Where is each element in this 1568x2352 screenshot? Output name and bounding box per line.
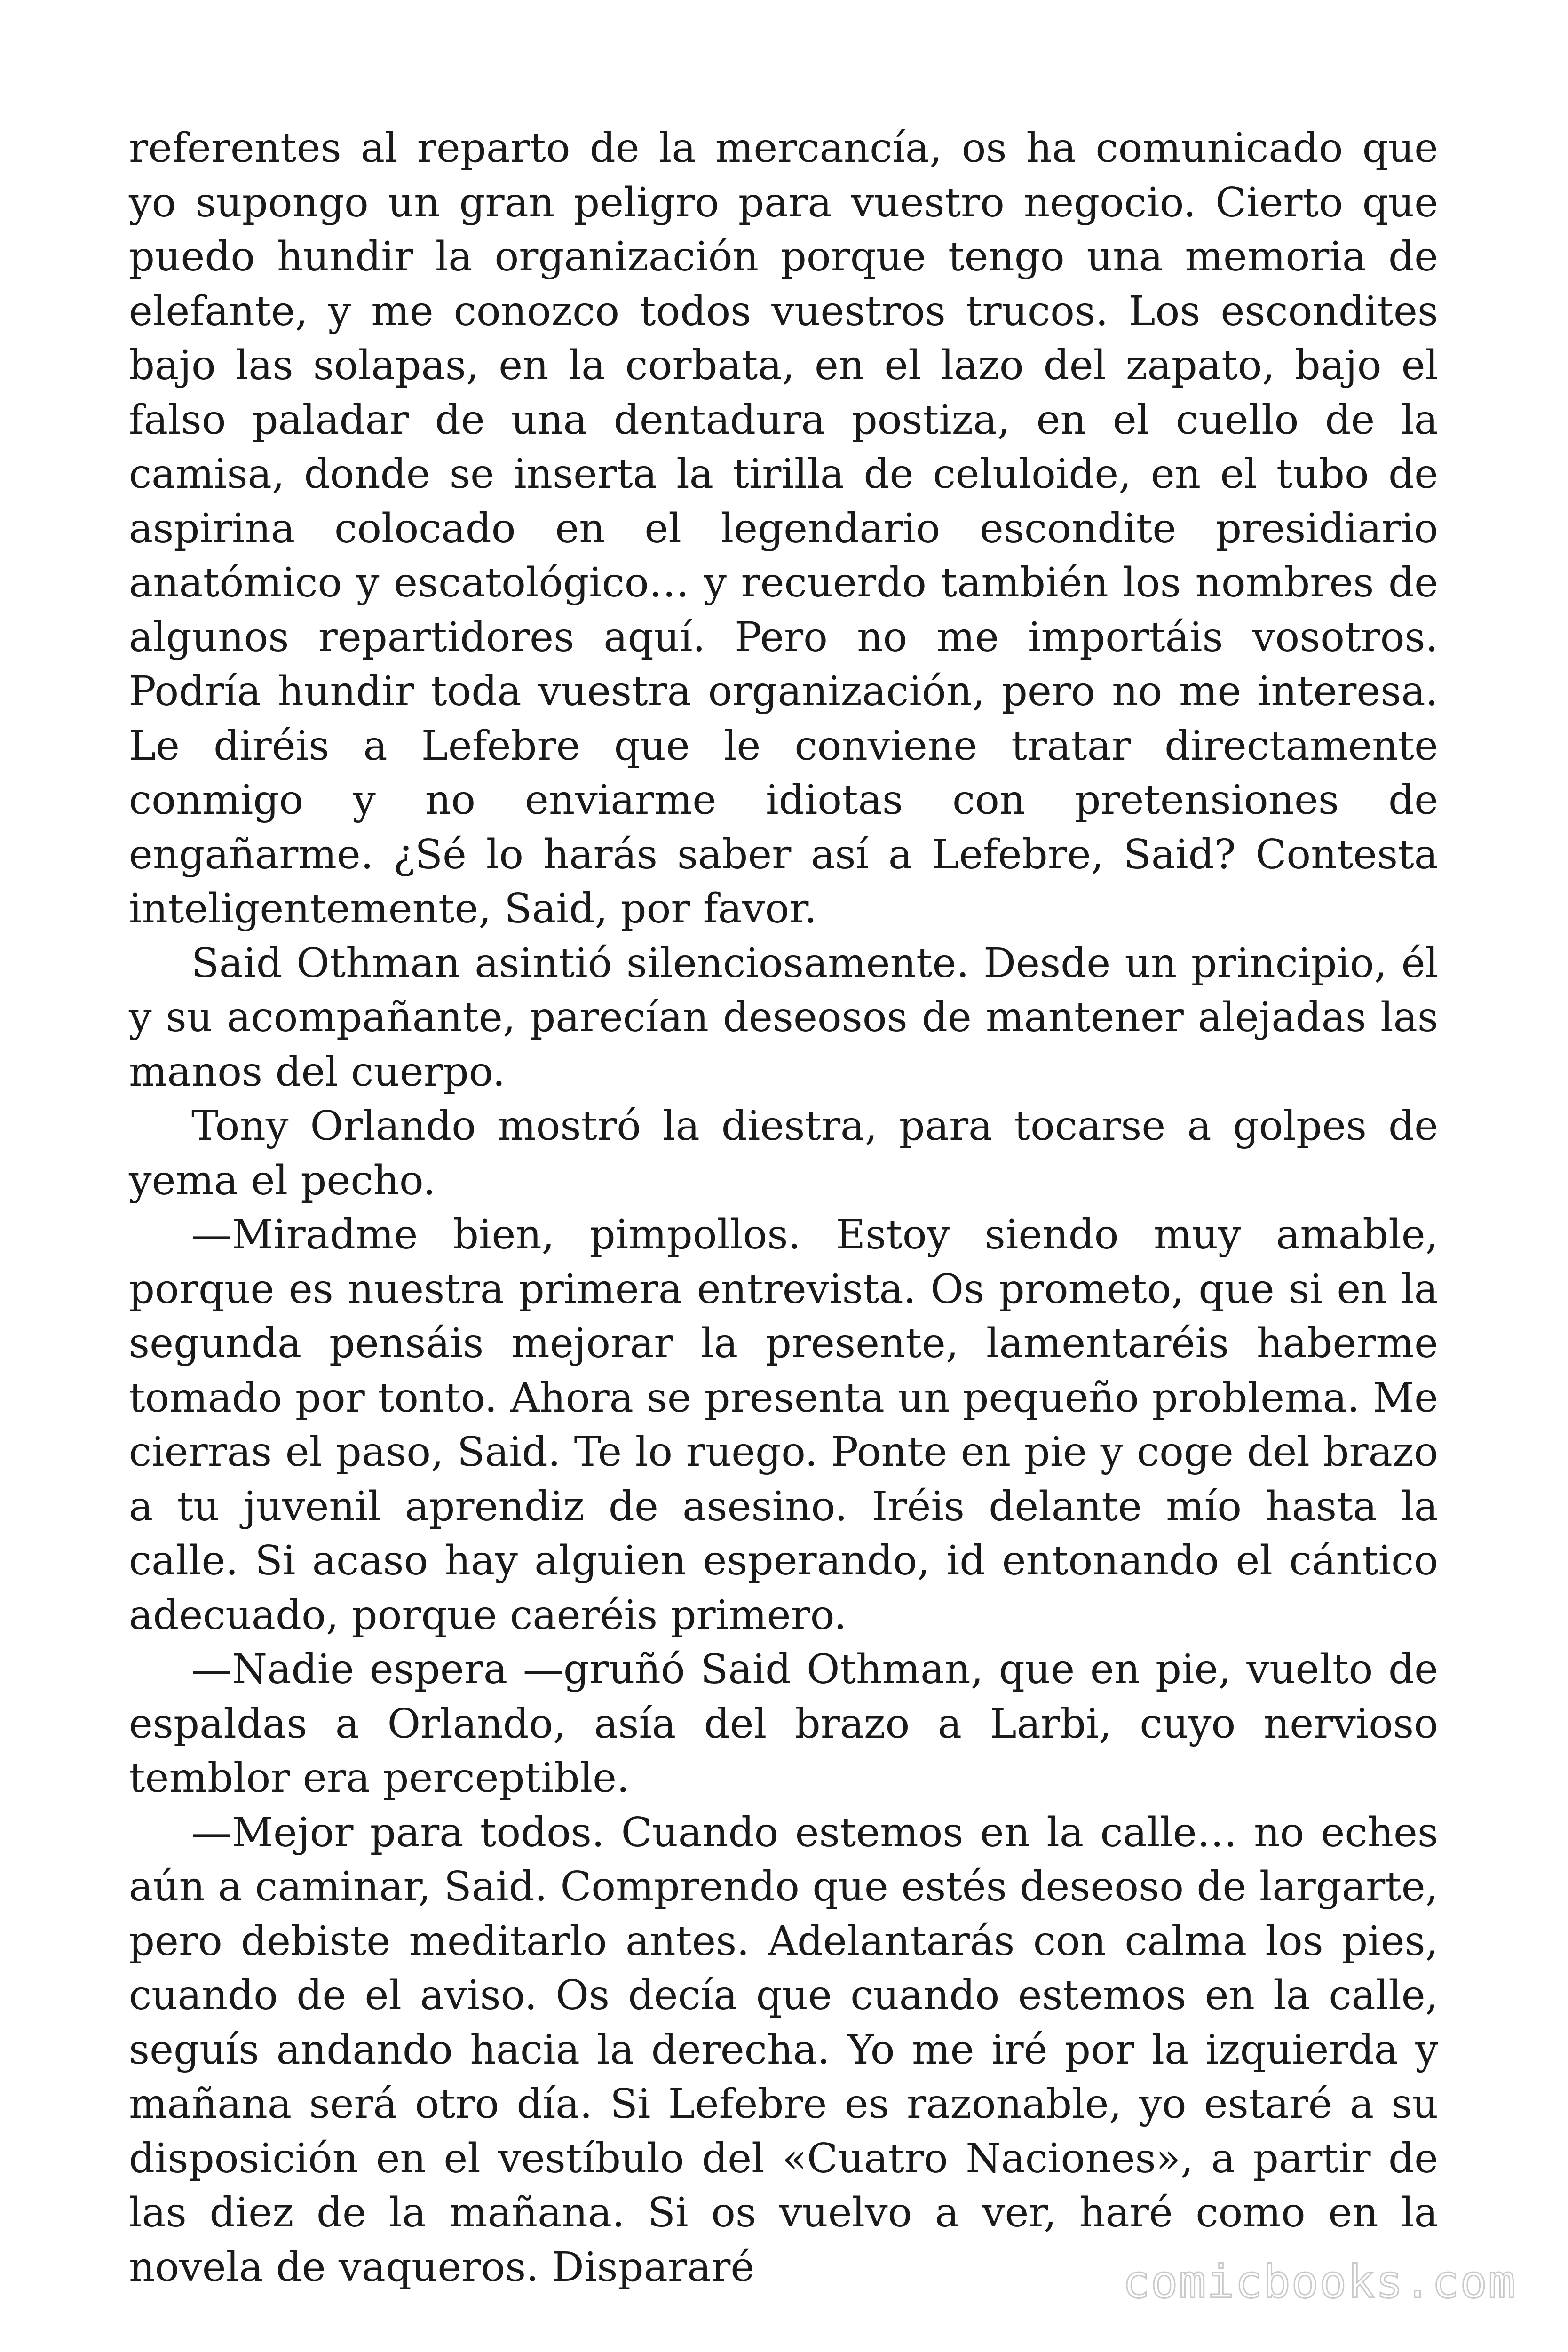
- paragraph: —Miradme bien, pimpollos. Estoy siendo muy amable, porque es nuestra primera entrevista. Os prometo, que si en la segunda pensáis mejorar la presente, lamentaréis haberme tomado por tonto. Ahora se presenta un pequeño problema. Me cierras el paso, Said. Te lo ruego. Ponte en pie y coge del brazo a tu juvenil aprendiz de asesino. Iréis delante mío hasta la calle. Si acaso hay alguien esperando, id entonando el cántico adecuado, porque caeréis primero.: [129, 1211, 1438, 1639]
- paragraph: —Mejor para todos. Cuando estemos en la calle… no eches aún a caminar, Said. Comprendo que estés deseoso de largarte, pero debiste meditarlo antes. Adelantarás con calma los pies, cuando de el aviso. Os decía que cuando estemos en la calle, seguís andando hacia la derecha. Yo me iré por la izquierda y mañana será otro día. Si Lefebre es razonable, yo estaré a su disposición en el vestíbulo del «Cuatro Naciones», a partir de las diez de la mañana. Si os vuelvo a ver, haré como en la novela de vaqueros. Dispararé: [129, 1809, 1438, 2291]
- paragraph: Tony Orlando mostró la diestra, para tocarse a golpes de yema el pecho.: [129, 1103, 1438, 1204]
- page-body: [129, 121, 1438, 2295]
- watermark-text: comicbooks.com: [1122, 2256, 1516, 2308]
- paragraph-continuation: referentes al reparto de la mercancía, os ha comunicado que yo supongo un gran peligro para vuestro negocio. Cierto que puedo hundir la organización porque tengo una memoria de elefante, y me conozco todos vuestros trucos. Los escondites bajo las solapas, en la corbata, en el lazo del zapato, bajo el falso paladar de una dentadura postiza, en el cuello de la camisa, donde se inserta la tirilla de celuloide, en el tubo de aspirina colocado en el legendario escondite presidiario anatómico y escatológico… y recuerdo también los nombres de algunos repartidores aquí. Pero no me importáis vosotros. Podría hundir toda vuestra organización, pero no me interesa. Le diréis a Lefebre que le conviene tratar directamente conmigo y no enviarme idiotas con pretensiones de engañarme. ¿Sé lo harás saber así a Lefebre, Said? Contesta inteligentemente, Said, por favor.: [129, 125, 1438, 932]
- paragraph: —Nadie espera —gruñó Said Othman, que en pie, vuelto de espaldas a Orlando, asía del brazo a Larbi, cuyo nervioso temblor era perceptible.: [129, 1646, 1438, 1802]
- paragraph: Said Othman asintió silenciosamente. Desde un principio, él y su acompañante, parecían deseosos de mantener alejadas las manos del cuerpo.: [129, 939, 1438, 1096]
